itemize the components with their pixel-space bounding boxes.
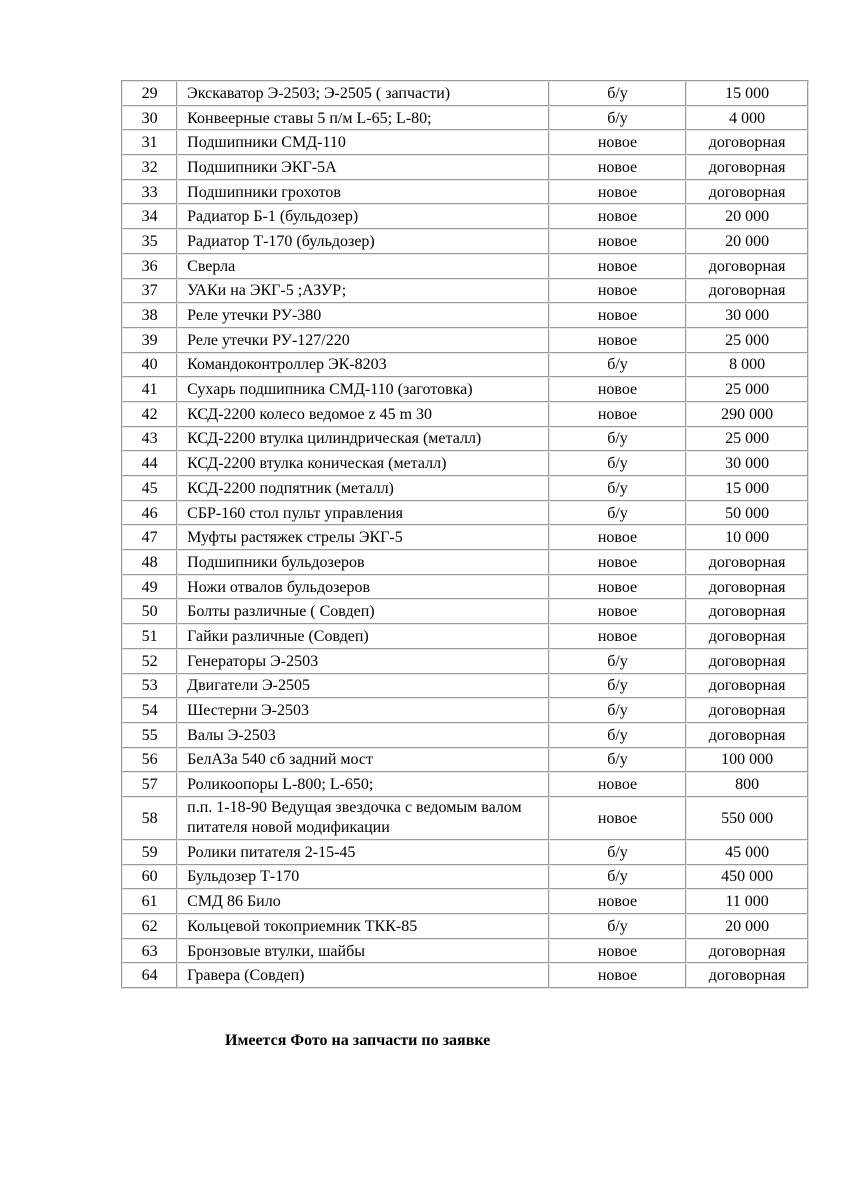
condition-cell: новое — [549, 550, 686, 575]
price-cell: договорная — [686, 180, 808, 205]
row-number-cell: 33 — [122, 180, 177, 205]
condition-cell: новое — [549, 939, 686, 964]
item-name-cell: Бронзовые втулки, шайбы — [177, 939, 549, 964]
table-row — [122, 427, 808, 452]
price-cell: договорная — [686, 254, 808, 279]
item-name-cell: Ножи отвалов бульдозеров — [177, 575, 549, 600]
row-number-cell: 32 — [122, 155, 177, 180]
table-row — [122, 81, 808, 106]
table-row — [122, 939, 808, 964]
condition-cell: б/у — [549, 353, 686, 378]
condition-cell: б/у — [549, 106, 686, 131]
condition-cell: новое — [549, 889, 686, 914]
item-name-cell: Муфты растяжек стрелы ЭКГ-5 — [177, 525, 549, 550]
condition-cell: б/у — [549, 451, 686, 476]
table-row — [122, 155, 808, 180]
item-name-cell: Генераторы Э-2503 — [177, 649, 549, 674]
item-name-cell: Болты различные ( Совдеп) — [177, 599, 549, 624]
row-number-cell: 45 — [122, 476, 177, 501]
row-number-cell: 60 — [122, 865, 177, 890]
table-row — [122, 599, 808, 624]
condition-cell: новое — [549, 797, 686, 840]
condition-cell: новое — [549, 328, 686, 353]
item-name-cell: СМД 86 Било — [177, 889, 549, 914]
item-name-cell: Экскаватор Э-2503; Э-2505 ( запчасти) — [177, 81, 549, 106]
table-row — [122, 797, 808, 840]
table-row — [122, 451, 808, 476]
condition-cell: новое — [549, 963, 686, 988]
row-number-cell: 39 — [122, 328, 177, 353]
item-name-cell: Кольцевой токоприемник ТКК-85 — [177, 914, 549, 939]
table-row — [122, 229, 808, 254]
row-number-cell: 58 — [122, 797, 177, 840]
item-name-cell: Радиатор Б-1 (бульдозер) — [177, 204, 549, 229]
row-number-cell: 31 — [122, 130, 177, 155]
condition-cell: б/у — [549, 698, 686, 723]
price-cell: 550 000 — [686, 797, 808, 840]
table-row — [122, 865, 808, 890]
condition-cell: новое — [549, 254, 686, 279]
price-cell: договорная — [686, 279, 808, 304]
condition-cell: б/у — [549, 501, 686, 526]
row-number-cell: 49 — [122, 575, 177, 600]
table-row — [122, 550, 808, 575]
condition-cell: новое — [549, 525, 686, 550]
table-row — [122, 328, 808, 353]
row-number-cell: 56 — [122, 748, 177, 773]
condition-cell: б/у — [549, 748, 686, 773]
price-cell: договорная — [686, 155, 808, 180]
row-number-cell: 36 — [122, 254, 177, 279]
condition-cell: новое — [549, 229, 686, 254]
row-number-cell: 62 — [122, 914, 177, 939]
condition-cell: новое — [549, 279, 686, 304]
price-cell: договорная — [686, 939, 808, 964]
photo-availability-note: Имеется Фото на запчасти по заявке — [225, 1032, 491, 1049]
price-cell: договорная — [686, 599, 808, 624]
table-row — [122, 106, 808, 131]
table-row — [122, 723, 808, 748]
item-name-cell: КСД-2200 колесо ведомое z 45 m 30 — [177, 402, 549, 427]
price-cell: 20 000 — [686, 229, 808, 254]
item-name-cell: Командоконтроллер ЭК-8203 — [177, 353, 549, 378]
item-name-cell: Ролики питателя 2-15-45 — [177, 840, 549, 865]
row-number-cell: 48 — [122, 550, 177, 575]
price-cell: договорная — [686, 698, 808, 723]
row-number-cell: 40 — [122, 353, 177, 378]
condition-cell: б/у — [549, 865, 686, 890]
price-cell: 8 000 — [686, 353, 808, 378]
item-name-cell: УАКи на ЭКГ-5 ;АЗУР; — [177, 279, 549, 304]
condition-cell: новое — [549, 303, 686, 328]
price-cell: 11 000 — [686, 889, 808, 914]
item-name-cell: Бульдозер Т-170 — [177, 865, 549, 890]
price-cell: 30 000 — [686, 303, 808, 328]
price-cell: договорная — [686, 624, 808, 649]
price-cell: договорная — [686, 130, 808, 155]
row-number-cell: 47 — [122, 525, 177, 550]
row-number-cell: 30 — [122, 106, 177, 131]
row-number-cell: 37 — [122, 279, 177, 304]
condition-cell: б/у — [549, 674, 686, 699]
item-name-cell: Подшипники бульдозеров — [177, 550, 549, 575]
item-name-cell: п.п. 1-18-90 Ведущая звездочка с ведомым валом питателя новой модификации — [177, 797, 549, 840]
price-cell: договорная — [686, 674, 808, 699]
row-number-cell: 51 — [122, 624, 177, 649]
row-number-cell: 55 — [122, 723, 177, 748]
item-name-cell: БелАЗа 540 сб задний мост — [177, 748, 549, 773]
condition-cell: новое — [549, 402, 686, 427]
condition-cell: новое — [549, 155, 686, 180]
row-number-cell: 38 — [122, 303, 177, 328]
condition-cell: б/у — [549, 476, 686, 501]
table-row — [122, 889, 808, 914]
table-row — [122, 963, 808, 988]
condition-cell: б/у — [549, 840, 686, 865]
condition-cell: новое — [549, 599, 686, 624]
price-cell: 15 000 — [686, 476, 808, 501]
price-cell: 290 000 — [686, 402, 808, 427]
row-number-cell: 29 — [122, 81, 177, 106]
row-number-cell: 35 — [122, 229, 177, 254]
table-row — [122, 772, 808, 797]
table-row — [122, 130, 808, 155]
row-number-cell: 34 — [122, 204, 177, 229]
row-number-cell: 57 — [122, 772, 177, 797]
price-cell: 25 000 — [686, 328, 808, 353]
condition-cell: новое — [549, 180, 686, 205]
table-row — [122, 180, 808, 205]
price-cell: 45 000 — [686, 840, 808, 865]
table-row — [122, 649, 808, 674]
price-cell: 30 000 — [686, 451, 808, 476]
table-row — [122, 525, 808, 550]
item-name-cell: Подшипники СМД-110 — [177, 130, 549, 155]
price-cell: 4 000 — [686, 106, 808, 131]
table-row — [122, 353, 808, 378]
table-row — [122, 402, 808, 427]
item-name-cell: Конвеерные ставы 5 п/м L-65; L-80; — [177, 106, 549, 131]
condition-cell: новое — [549, 772, 686, 797]
item-name-cell: СБР-160 стол пульт управления — [177, 501, 549, 526]
row-number-cell: 41 — [122, 377, 177, 402]
condition-cell: б/у — [549, 723, 686, 748]
row-number-cell: 59 — [122, 840, 177, 865]
item-name-cell: Двигатели Э-2505 — [177, 674, 549, 699]
item-name-cell: Шестерни Э-2503 — [177, 698, 549, 723]
item-name-cell: Подшипники ЭКГ-5А — [177, 155, 549, 180]
condition-cell: б/у — [549, 427, 686, 452]
price-cell: 50 000 — [686, 501, 808, 526]
table-row — [122, 914, 808, 939]
price-cell: договорная — [686, 575, 808, 600]
item-name-cell: Подшипники грохотов — [177, 180, 549, 205]
price-cell: 25 000 — [686, 427, 808, 452]
row-number-cell: 53 — [122, 674, 177, 699]
table-row — [122, 575, 808, 600]
item-name-cell: Реле утечки РУ-127/220 — [177, 328, 549, 353]
price-cell: 450 000 — [686, 865, 808, 890]
row-number-cell: 61 — [122, 889, 177, 914]
item-name-cell: Гравера (Совдеп) — [177, 963, 549, 988]
condition-cell: новое — [549, 624, 686, 649]
item-name-cell: Сухарь подшипника СМД-110 (заготовка) — [177, 377, 549, 402]
row-number-cell: 50 — [122, 599, 177, 624]
price-cell: договорная — [686, 963, 808, 988]
row-number-cell: 54 — [122, 698, 177, 723]
table-row — [122, 501, 808, 526]
condition-cell: б/у — [549, 649, 686, 674]
item-name-cell: Гайки различные (Совдеп) — [177, 624, 549, 649]
table-row — [122, 204, 808, 229]
price-cell: 800 — [686, 772, 808, 797]
parts-table-body — [122, 81, 808, 988]
condition-cell: новое — [549, 130, 686, 155]
table-row — [122, 698, 808, 723]
item-name-cell: Реле утечки РУ-380 — [177, 303, 549, 328]
row-number-cell: 42 — [122, 402, 177, 427]
item-name-cell: Сверла — [177, 254, 549, 279]
price-cell: 100 000 — [686, 748, 808, 773]
row-number-cell: 43 — [122, 427, 177, 452]
price-cell: договорная — [686, 550, 808, 575]
price-cell: договорная — [686, 723, 808, 748]
row-number-cell: 46 — [122, 501, 177, 526]
parts-price-table — [121, 80, 809, 989]
table-row — [122, 279, 808, 304]
item-name-cell: Валы Э-2503 — [177, 723, 549, 748]
price-cell: 20 000 — [686, 204, 808, 229]
item-name-cell: КСД-2200 втулка цилиндрическая (металл) — [177, 427, 549, 452]
item-name-cell: КСД-2200 подпятник (металл) — [177, 476, 549, 501]
condition-cell: новое — [549, 377, 686, 402]
price-cell: 20 000 — [686, 914, 808, 939]
row-number-cell: 44 — [122, 451, 177, 476]
table-row — [122, 377, 808, 402]
table-row — [122, 624, 808, 649]
condition-cell: б/у — [549, 81, 686, 106]
condition-cell: новое — [549, 575, 686, 600]
item-name-cell: Радиатор Т-170 (бульдозер) — [177, 229, 549, 254]
condition-cell: б/у — [549, 914, 686, 939]
price-cell: 15 000 — [686, 81, 808, 106]
table-row — [122, 840, 808, 865]
table-row — [122, 476, 808, 501]
item-name-cell: Роликоопоры L-800; L-650; — [177, 772, 549, 797]
price-cell: 25 000 — [686, 377, 808, 402]
item-name-cell: КСД-2200 втулка коническая (металл) — [177, 451, 549, 476]
condition-cell: новое — [549, 204, 686, 229]
row-number-cell: 63 — [122, 939, 177, 964]
table-row — [122, 254, 808, 279]
price-cell: 10 000 — [686, 525, 808, 550]
row-number-cell: 64 — [122, 963, 177, 988]
table-row — [122, 748, 808, 773]
row-number-cell: 52 — [122, 649, 177, 674]
table-row — [122, 674, 808, 699]
price-cell: договорная — [686, 649, 808, 674]
table-row — [122, 303, 808, 328]
